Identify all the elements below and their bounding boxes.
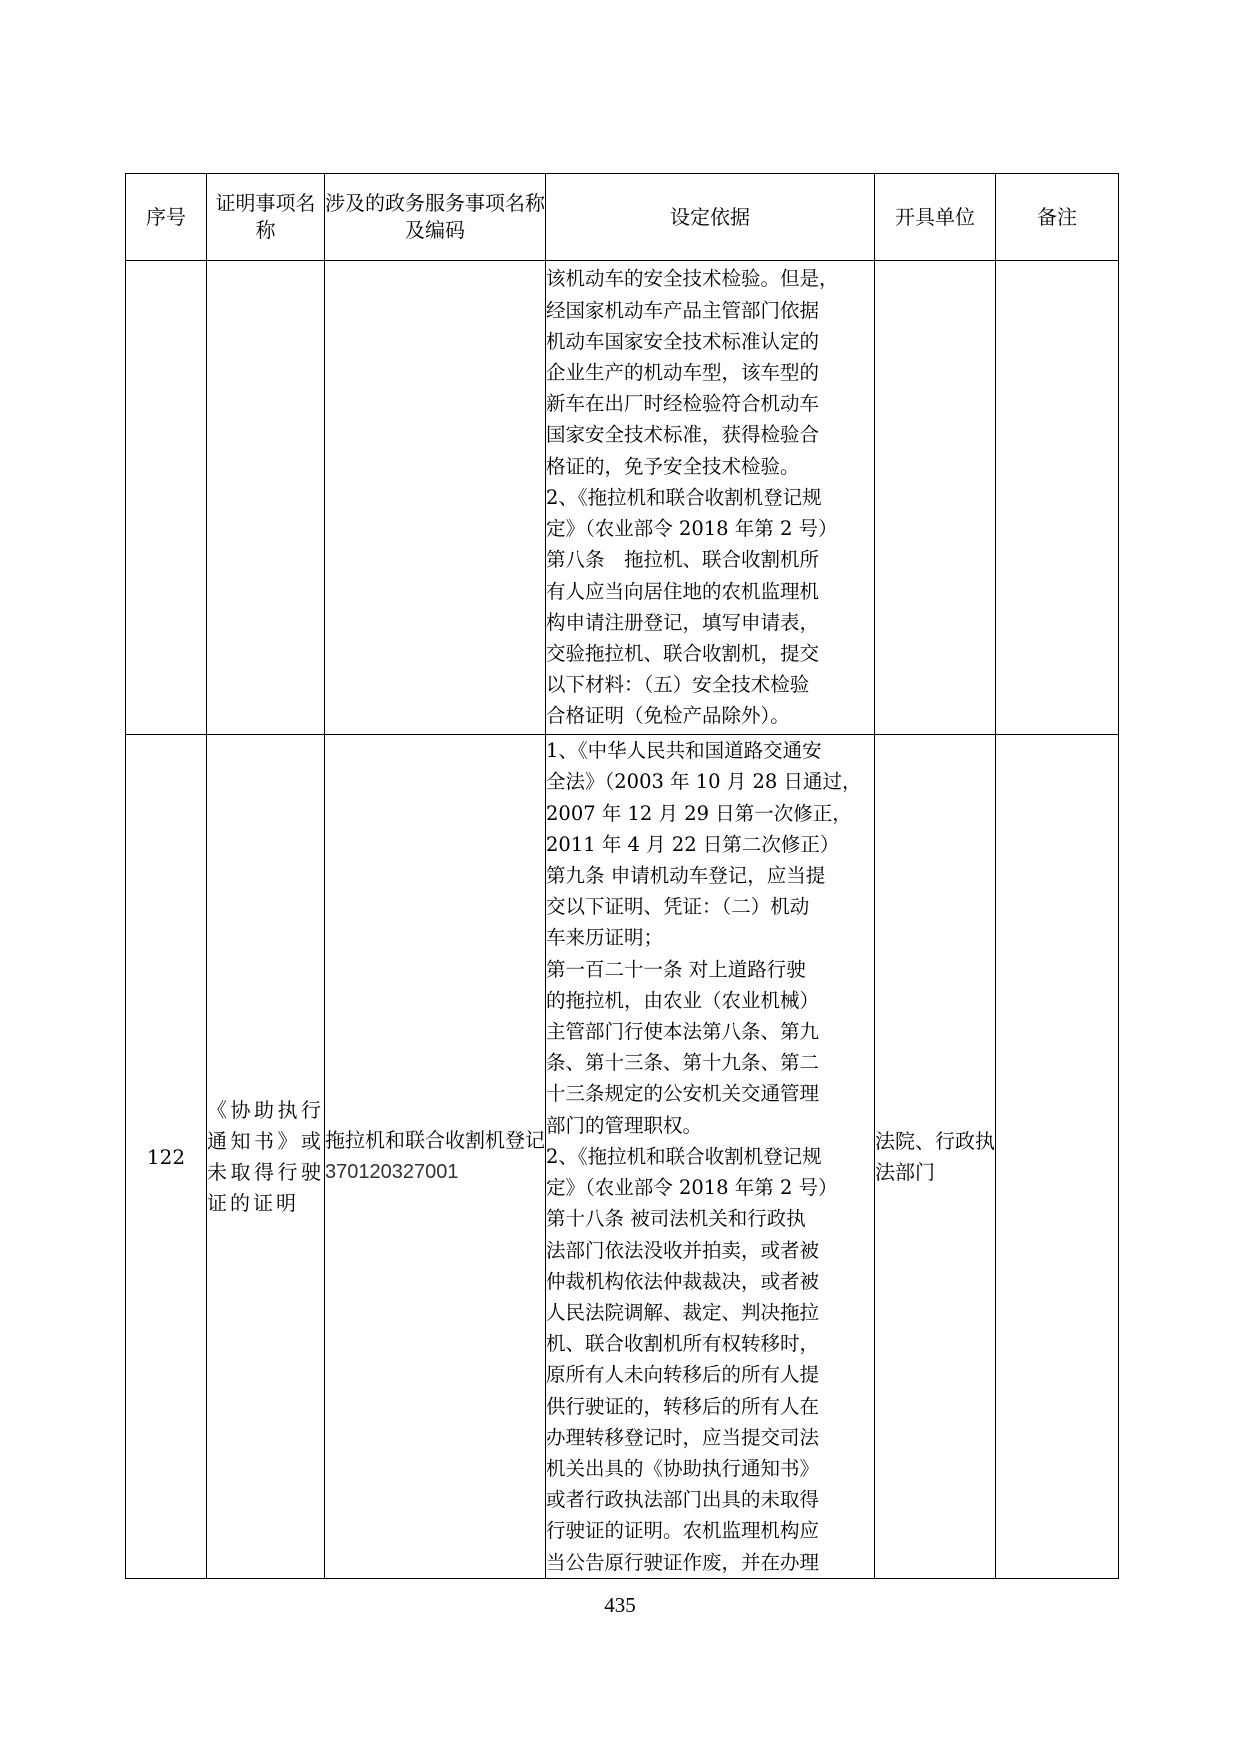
cell-item: 《协助执行通知书》或未取得行驶证的证明: [207, 735, 325, 1579]
basis-line: 1、《中华人民共和国道路交通安: [546, 739, 822, 763]
basis-line: 机动车国家安全技术标准认定的: [546, 329, 820, 353]
basis-line: 2011 年 4 月 22 日第二次修正）: [546, 832, 840, 856]
cell-seq: 122: [126, 735, 207, 1579]
basis-line: 仲裁机构依法仲裁裁决，或者被: [546, 1269, 820, 1293]
basis-line: 格证的，免予安全技术检验。: [546, 454, 800, 478]
basis-line: 主管部门行使本法第八条、第九: [546, 1020, 820, 1044]
header-remark: 备注: [996, 174, 1119, 261]
basis-line: 机、联合收割机所有权转移时，: [546, 1332, 820, 1356]
basis-line: 合格证明（免检产品除外）。: [546, 704, 790, 728]
cell-item: [207, 261, 325, 735]
cell-basis: [546, 735, 875, 1579]
basis-line: 国家安全技术标准，获得检验合: [546, 423, 820, 447]
basis-line: 供行驶证的，转移后的所有人在: [546, 1394, 820, 1418]
basis-line: 新车在出厂时经检验符合机动车: [546, 392, 820, 416]
basis-line: 2、《拖拉机和联合收割机登记规: [546, 485, 822, 509]
basis-line: 原所有人未向转移后的所有人提: [546, 1363, 820, 1387]
basis-line: 机关出具的《协助执行通知书》: [546, 1456, 820, 1480]
basis-line: 构申请注册登记，填写申请表，: [546, 610, 820, 634]
service-name: 拖拉机和联合收割机登记: [325, 1128, 545, 1152]
cell-seq: [126, 261, 207, 735]
basis-line: 2007 年 12 月 29 日第一次修正，: [546, 801, 852, 825]
service-code: 370120327001: [325, 1161, 459, 1183]
certification-table: [125, 173, 1119, 1579]
basis-line: 第一百二十一条 对上道路行驶: [546, 957, 806, 981]
basis-line: 经国家机动车产品主管部门依据: [546, 298, 820, 322]
header-service: 涉及的政务服务事项名称及编码: [325, 174, 546, 261]
basis-line: 交验拖拉机、联合收割机，提交: [546, 641, 820, 665]
basis-line: 当公告原行驶证作废，并在办理: [546, 1550, 820, 1574]
basis-line: 企业生产的机动车型，该车型的: [546, 361, 820, 385]
basis-line: 部门的管理职权。: [546, 1113, 703, 1137]
basis-line: 全法》（2003 年 10 月 28 日通过，: [546, 770, 862, 794]
basis-line: 2、《拖拉机和联合收割机登记规: [546, 1144, 822, 1168]
header-row: [126, 174, 1119, 261]
header-seq: 序号: [126, 174, 207, 261]
basis-line: 以下材料：（五）安全技术检验: [546, 673, 810, 697]
basis-line: 有人应当向居住地的农机监理机: [546, 579, 820, 603]
table-row: [126, 735, 1119, 1579]
header-item: 证明事项名称: [207, 174, 325, 261]
basis-line: 定》（农业部令 2018 年第 2 号）: [546, 517, 838, 541]
cell-remark: [996, 261, 1119, 735]
cell-basis: [546, 261, 875, 735]
page-number: 435: [604, 1593, 636, 1617]
header-issuer: 开具单位: [875, 174, 996, 261]
basis-line: 交以下证明、凭证：（二）机动: [546, 895, 810, 919]
basis-line: 第九条 申请机动车登记，应当提: [546, 864, 826, 888]
cell-issuer: [875, 261, 996, 735]
basis-line: 车来历证明；: [546, 926, 664, 950]
cell-service: [325, 261, 546, 735]
basis-line: 十三条规定的公安机关交通管理: [546, 1082, 820, 1106]
header-basis: 设定依据: [546, 174, 875, 261]
cell-service: [325, 735, 546, 1579]
cell-issuer: 法院、行政执法部门: [875, 735, 996, 1579]
basis-line: 人民法院调解、裁定、判决拖拉: [546, 1300, 820, 1324]
basis-line: 条、第十三条、第十九条、第二: [546, 1051, 820, 1075]
basis-line: 该机动车的安全技术检验。但是，: [546, 267, 839, 291]
basis-line: 法部门依法没收并拍卖，或者被: [546, 1238, 820, 1262]
cell-remark: [996, 735, 1119, 1579]
basis-line: 或者行政执法部门出具的未取得: [546, 1488, 820, 1512]
basis-line: 行驶证的证明。农机监理机构应: [546, 1519, 820, 1543]
basis-line: 第十八条 被司法机关和行政执: [546, 1207, 806, 1231]
table-row: [126, 261, 1119, 735]
basis-line: 的拖拉机，由农业（农业机械）: [546, 988, 820, 1012]
basis-line: 第八条 拖拉机、联合收割机所: [546, 548, 820, 572]
basis-line: 定》（农业部令 2018 年第 2 号）: [546, 1176, 838, 1200]
basis-line: 办理转移登记时，应当提交司法: [546, 1425, 820, 1449]
